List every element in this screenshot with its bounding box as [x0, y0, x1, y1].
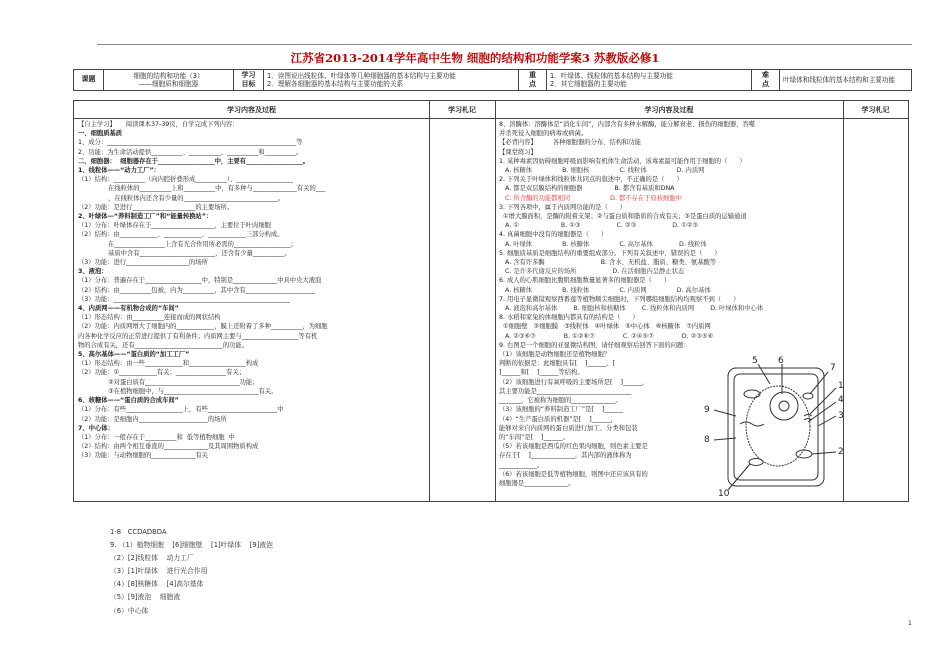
nucleus-shape: [770, 392, 798, 420]
left-line: ②对蛋白质有______________________________功能；: [78, 378, 259, 386]
right-line: ____________。: [499, 461, 544, 469]
answer-line: （5）[9]液泡 细胞液: [110, 593, 181, 602]
left-line: 一、细胞质基质: [78, 130, 123, 138]
left-line: 2、叶绿体—“养料制造工厂”和“能量转换站”：: [78, 213, 213, 221]
left-line: 1、成分：____________________________________________________________等: [78, 139, 303, 147]
document-title: 江苏省2013-2014学年高中生物 细胞的结构和功能学案3 苏教版必修1: [290, 51, 660, 65]
left-line: （2）结构：由____________、____________、____________三部分构成。: [78, 231, 284, 239]
key-value: 1．叶绿体、线粒体的基本结构与主要功能 2．其它细胞器的主要功能: [547, 70, 752, 91]
left-content-head: 学习内容及过程: [74, 101, 429, 119]
plant-cell-diagram: [700, 354, 850, 504]
right-line: C. 是许多代谢反应的场所 D. 在活细胞内呈静止状态: [499, 268, 685, 276]
course-label: 课题: [74, 70, 104, 91]
right-line: C. 所含酶的功能都相同 D. 都不存在于原核细胞中: [499, 194, 682, 202]
left-line: ，在线粒体内还含有少量的______________________________。: [78, 194, 285, 202]
right-line: ]______和[ ]______等结构。: [499, 369, 584, 377]
answer-line: （2）[2]线粒体 动力工厂: [110, 554, 194, 563]
left-line: 内各种化学反应的正常进行提供了有利条件；内质网主要与__________________等有机: [78, 332, 318, 340]
hard-label: 难 点: [752, 70, 780, 91]
right-line: 其主要功能是______________________________: [499, 387, 632, 395]
left-line: （1）分布：叶绿体存在于____________________，主要位于叶肉细胞: [78, 222, 271, 230]
right-line: 的“车间”是[ ]______。: [499, 433, 569, 441]
right-line: （4）“生产蛋白质的机器”是[ ]______，: [499, 415, 617, 423]
diagram-label: 4: [838, 395, 844, 405]
key-label: 重 点: [519, 70, 547, 91]
right-line: 能够对来自内质网的蛋白质进行加工、分类和包装: [499, 424, 638, 432]
answer-key: [110, 526, 273, 618]
answer-line: （4）[8]核糖体 [4]高尔基体: [110, 580, 204, 589]
diagram-label: 10: [718, 489, 730, 499]
left-line: （1）形态结构：由__________连接而成的网状结构: [78, 314, 221, 322]
right-line: A. 含有许多酶 B. 含水、无机盐、脂质、糖类、氨基酸等: [499, 259, 717, 267]
right-line: A. 液泡和高尔基体 B. 细胞核和核糖体 C. 线粒体和内质网 D. 叶绿体和中心体: [499, 305, 764, 313]
goal-label: 学习 目标: [234, 70, 264, 91]
left-line: （1）分布：普遍存在于__________________中，特别是______________中具中央大液泡: [78, 277, 322, 285]
page-number: 1: [908, 620, 912, 627]
left-line: （2）结构：由两个相互垂直的______________及其周围物质构成: [78, 443, 259, 451]
right-line: _______，它被称为细胞的______________。: [499, 397, 622, 405]
right-notes-head: 学习札记: [843, 101, 908, 119]
right-line: 判断的依据是：此细胞具有[ ]______、[: [499, 360, 616, 368]
golgi-shape: [804, 415, 812, 421]
chloroplast-shape: [744, 390, 760, 398]
right-line: 4. 真菌细胞中没有的细胞器是（ ）: [499, 231, 608, 239]
right-line: 1. 某种毒素因妨碍细胞呼吸而影响有机体生命活动，该毒素最可能作用于细胞的（ ）: [499, 157, 746, 165]
mitochondrion-shape: [803, 393, 813, 399]
chloroplast-shape: [749, 459, 763, 466]
right-line: 8. 水稻和家兔的体细胞内都具有的结构是（ ）: [499, 314, 639, 322]
col-divider: [495, 101, 496, 501]
answer-line: （6）中心体: [110, 606, 149, 615]
left-line: 物的合成有关，还有____________________________的功能。: [78, 341, 249, 349]
goal-value: 1．读图说出线粒体、叶绿体等几种细胞器的基本结构与主要功能 2．理解各细胞器的基本结构与主要功能的关系: [264, 70, 519, 91]
hard-value: 叶绿体和线粒体的基本结构和主要功能: [780, 70, 912, 91]
cell-membrane-outline: [734, 374, 818, 480]
left-line: （3）功能：与动物细胞的______________有关: [78, 452, 208, 460]
left-line: 在________________上含有光合作用所必需的__________________；: [78, 240, 297, 248]
right-line: 2. 下列关于叶绿体和线粒体共同点的叙述中，不正确的是（ ）: [499, 176, 683, 184]
left-line: 3、液泡：: [78, 268, 108, 276]
left-line: （2）功能：内质网增大了细胞内的____________，膜上还附着了多种__________，为细胞: [78, 323, 328, 331]
right-line: A. 叶绿体 B. 核糖体 C. 高尔基体 D. 线粒体: [499, 240, 707, 248]
lesson-header-table: [73, 69, 912, 91]
right-content-head: 学习内容及过程: [495, 101, 843, 119]
right-line: 【课堂练习】: [499, 148, 537, 156]
right-line: 5. 细胞质基质是细胞结构的重要组成部分。下列有关叙述中，错误的是（ ）: [499, 249, 721, 257]
right-line: （5）若该细胞是西瓜的红色果肉细胞，则色素主要是: [499, 443, 648, 451]
left-line: （1）分布：有些__________________上，有些______________________中: [78, 406, 284, 414]
answer-line: 1-8 CCDADBDA: [110, 528, 167, 536]
right-line: 6. 成人的心肌细胞比腹肌细胞数量显著多的细胞器是（ ）: [499, 277, 671, 285]
left-line: ③在植物细胞中，与______________________________有关。: [78, 387, 278, 395]
right-line: （6）若该细胞是低等植物细胞，则图中还应该具有的: [499, 470, 648, 478]
left-line: （2）功能：是细胞内______________________的场所: [78, 415, 227, 423]
right-line: 并杀死侵入细胞的病毒或病菌。: [499, 130, 588, 138]
right-line: 9. 右图是一个细胞的亚显微结构图，请仔细观察后回答下面的问题：: [499, 341, 690, 349]
right-content-body: [499, 120, 764, 488]
left-line: （2）功能：是进行____________________的主要场所。: [78, 203, 234, 211]
right-line: A. 核糖体 B. 细胞核 C. 线粒体 D. 内质网: [499, 167, 705, 175]
right-line: 【必背内容】 各种细胞器的分布、结构和功能: [499, 139, 641, 147]
right-line: 3. 下列各项中，属于内质网功能的是（ ）: [499, 203, 627, 211]
right-line: A. ②③⑥⑦ B. ①②⑥⑦ C. ②④⑤⑦ D. ②③⑤⑥: [499, 332, 714, 340]
left-line: 6、核糖体——“蛋白质的合成车间”: [78, 397, 179, 405]
left-line: （2）功能：①____________有关；________________有关；: [78, 369, 246, 377]
left-content-body: [78, 120, 428, 461]
right-line: （1）该细胞是动物细胞还是植物细胞？: [499, 351, 611, 359]
left-line: （2）结构：由__________包被，内为__________，其中含有______________________: [78, 286, 315, 294]
answer-line: （3）[1]叶绿体 进行光合作用: [110, 567, 208, 576]
left-line: 二、细胞器： 细胞器存在于__________________中，主要有__________________。: [78, 157, 310, 165]
diagram-label: 7: [830, 363, 836, 373]
left-line: 1、线粒体——“动力工厂”：: [78, 167, 160, 175]
col-divider: [429, 101, 430, 501]
diagram-label: 5: [752, 356, 758, 366]
diagram-label: 1: [838, 381, 844, 391]
left-line: 【自主学习】 阅读课本37-39页，自学完成下列内容：: [78, 121, 239, 128]
left-line: 基质中含有________________________，还含有少量__________。: [78, 249, 291, 257]
nucleolus-shape: [779, 401, 789, 411]
left-line: 在线粒体的__________上和__________中，有多种与______________有关的___: [78, 185, 326, 193]
left-line: 7、中心体：: [78, 424, 114, 432]
right-line: 存在于[ ]______________，其内部的液体称为: [499, 452, 632, 460]
diagram-label: 9: [704, 405, 710, 415]
right-line: （2）该细胞进行有氧呼吸的主要场所是[ ]______，: [499, 378, 649, 386]
right-line: A. 都是双层膜结构的细胞器 B. 都含有基质和DNA: [499, 185, 675, 193]
right-line: 细胞器是______________。: [499, 479, 575, 487]
left-line: （3）功能：________________________________________________________: [78, 295, 290, 303]
left-line: 5、高尔基体——“蛋白质的“加工工厂”: [78, 351, 190, 359]
er-shape: [740, 422, 764, 426]
diagram-label: 8: [704, 435, 710, 445]
left-line: 2、功能：为生命活动提供__________、__________、__________和__________。: [78, 148, 303, 156]
chloroplast-shape: [796, 450, 812, 458]
course-value: 细胞的结构和功能（3） ——细胞质和细胞器: [104, 70, 234, 91]
diagram-label: 6: [778, 356, 784, 366]
header-rule: [97, 44, 912, 45]
answer-line: 9. （1）植物细胞 [6]细胞壁 [1]叶绿体 [9]液泡: [110, 541, 273, 550]
right-line: A. 核糖体 B. 线粒体 C. 内质网 D. 高尔基体: [499, 286, 711, 294]
right-line: 7. 用电子显微镜观察西番莲等植物顺尖细胞时，下列哪组细胞结构均观察不到（ ）: [499, 295, 740, 303]
left-notes-head: 学习札记: [429, 101, 495, 119]
right-line: 8、溶酶体：溶酶体是“消化车间”，内部含有多种水解酶，能分解衰老、损伤的细胞器，吞噬: [499, 121, 756, 128]
left-line: （1）分布：一般存在于__________和 低等植物细胞 中: [78, 433, 235, 441]
right-line: A. ① B. ①③ C. ②③ D. ①②③: [499, 222, 699, 230]
left-line: 4、内质网——有机物合成的“车间”: [78, 305, 179, 313]
left-line: （3）功能：进行____________________的场所: [78, 259, 208, 267]
diagram-label: 2: [838, 447, 844, 457]
right-line: ①细胞壁 ②细胞膜 ③线粒体 ④叶绿体 ⑤中心体 ⑥核糖体 ⑦内质网: [499, 323, 711, 331]
left-line: （1）结构：__________（向内腔折叠形成__________）、__________________: [78, 176, 293, 184]
right-line: （3）该细胞的“养料制造工厂”是[ ]______: [499, 406, 624, 414]
left-line: （1）形态结构：由一些____________和__________________构成: [78, 360, 259, 368]
diagram-label: 3: [838, 411, 844, 421]
right-line: ①增大膜面积，是酶的附着支架；②与蛋白质和脂质的合成有关；③是蛋白质的运输通道: [499, 213, 747, 221]
